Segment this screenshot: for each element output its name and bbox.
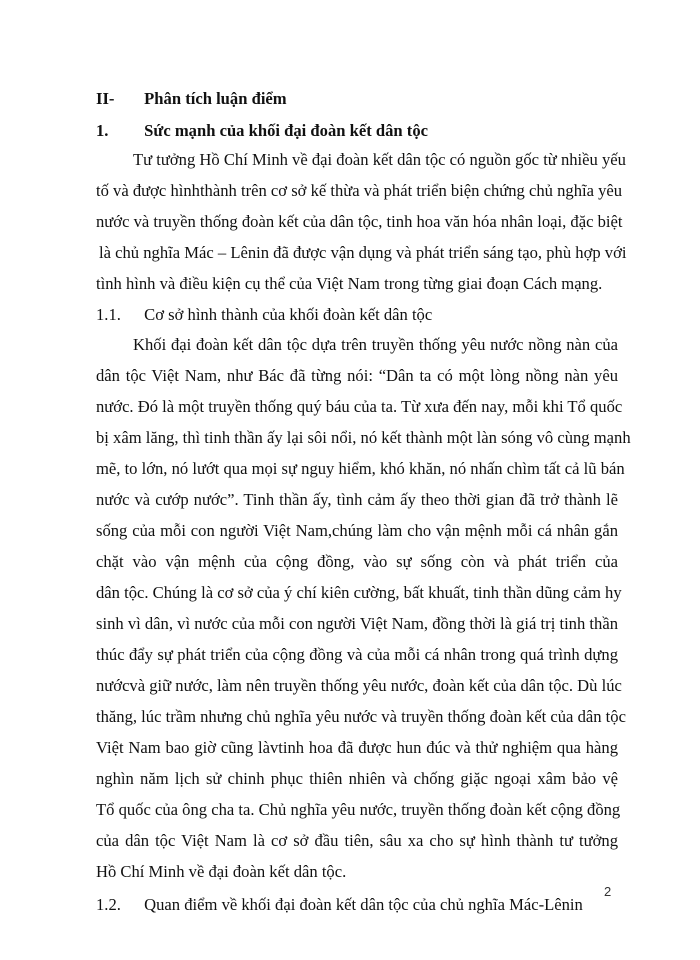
paragraph-2-line: bị xâm lăng, thì tinh thần ấy lại sôi nổi, nó kết thành một làn sóng vô cùng mạnh	[96, 428, 631, 447]
heading-1-1	[96, 303, 618, 327]
paragraph-2-line: Tổ quốc của ông cha ta. Chủ nghĩa yêu nước, truyền thống đoàn kết cộng đồng	[96, 800, 621, 819]
heading-1-2	[96, 893, 618, 917]
paragraph-2-line: nướcvà giữ nước, làm nên truyền thống yêu nước, đoàn kết của dân tộc. Dù lúc	[96, 676, 622, 695]
paragraph-2-line: nước. Đó là một truyền thống quý báu của ta. Từ xưa đến nay, mỗi khi Tổ quốc	[96, 397, 623, 416]
heading-1-number: 1.	[96, 121, 109, 140]
paragraph-2-line: thăng, lúc trầm nhưng chủ nghĩa yêu nước và truyền thống đoàn kết của dân tộc	[96, 707, 626, 726]
paragraph-2-line: của dân tộc Việt Nam là cơ sở đầu tiên, sâu xa cho sự hình thành tư tưởng	[96, 831, 618, 850]
paragraph-2-line: dân tộc. Chúng là cơ sở của ý chí kiên cường, bất khuất, tinh thần dũng cảm hy	[96, 583, 622, 602]
section-heading	[96, 87, 618, 111]
paragraph-2-line: dân tộc Việt Nam, như Bác đã từng nói: “Dân ta có một lòng nồng nàn yêu	[96, 366, 618, 385]
paragraph-1-line: là chủ nghĩa Mác – Lênin đã được vận dụng và phát triển sáng tạo, phù hợp với	[99, 243, 627, 262]
paragraph-2-line: sống của mỗi con người Việt Nam,chúng làm cho vận mệnh mỗi cá nhân gắn	[96, 521, 618, 540]
paragraph-1-line: nước và truyền thống đoàn kết của dân tộc, tinh hoa văn hóa nhân loại, đặc biệt	[96, 212, 623, 231]
paragraph-2-line: Khối đại đoàn kết dân tộc dựa trên truyền thống yêu nước nồng nàn của	[133, 335, 618, 354]
paragraph-2-line: chặt vào vận mệnh của cộng đồng, vào sự sống còn và phát triển của	[96, 552, 618, 571]
paragraph-2-line: Việt Nam bao giờ cũng làvtinh hoa đã được hun đúc và thử nghiệm qua hàng	[96, 738, 618, 757]
section-number: II-	[96, 89, 115, 108]
section-title: Phân tích luận điểm	[144, 89, 287, 108]
paragraph-2-line: thúc đẩy sự phát triển của cộng đồng và của mỗi cá nhân trong quá trình dựng	[96, 645, 618, 664]
paragraph-1-line: tố và được hìnhthành trên cơ sở kế thừa và phát triển biện chứng chủ nghĩa yêu	[96, 181, 623, 200]
heading-1-title: Sức mạnh của khối đại đoàn kết dân tộc	[144, 121, 428, 140]
paragraph-2-line: nước và cướp nước”. Tinh thần ấy, tình cảm ấy theo thời gian đã trở thành lẽ	[96, 490, 618, 509]
paragraph-1-line: tình hình và điều kiện cụ thể của Việt Nam trong từng giai đoạn Cách mạng.	[96, 274, 603, 293]
heading-1-2-number: 1.2.	[96, 895, 121, 914]
paragraph-2-line: Hồ Chí Minh về đại đoàn kết dân tộc.	[96, 862, 347, 881]
paragraph-2-line: sinh vì dân, vì nước của mỗi con người Việt Nam, đồng thời là giá trị tinh thần	[96, 614, 618, 633]
heading-1-1-title: Cơ sở hình thành của khối đoàn kết dân tộc	[144, 305, 433, 324]
page-number: 2	[604, 884, 612, 899]
heading-1	[96, 119, 618, 143]
paragraph-2-line: mẽ, to lớn, nó lướt qua mọi sự nguy hiểm, khó khăn, nó nhấn chìm tất cả lũ bán	[96, 459, 625, 478]
paragraph-2-line: nghìn năm lịch sử chinh phục thiên nhiên và chống giặc ngoại xâm bảo vệ	[96, 769, 618, 788]
heading-1-2-title: Quan điểm về khối đại đoàn kết dân tộc của chủ nghĩa Mác-Lênin	[144, 895, 583, 914]
heading-1-1-number: 1.1.	[96, 305, 121, 324]
paragraph-1-line: Tư tưởng Hồ Chí Minh về đại đoàn kết dân tộc có nguồn gốc từ nhiều yếu	[133, 150, 626, 169]
